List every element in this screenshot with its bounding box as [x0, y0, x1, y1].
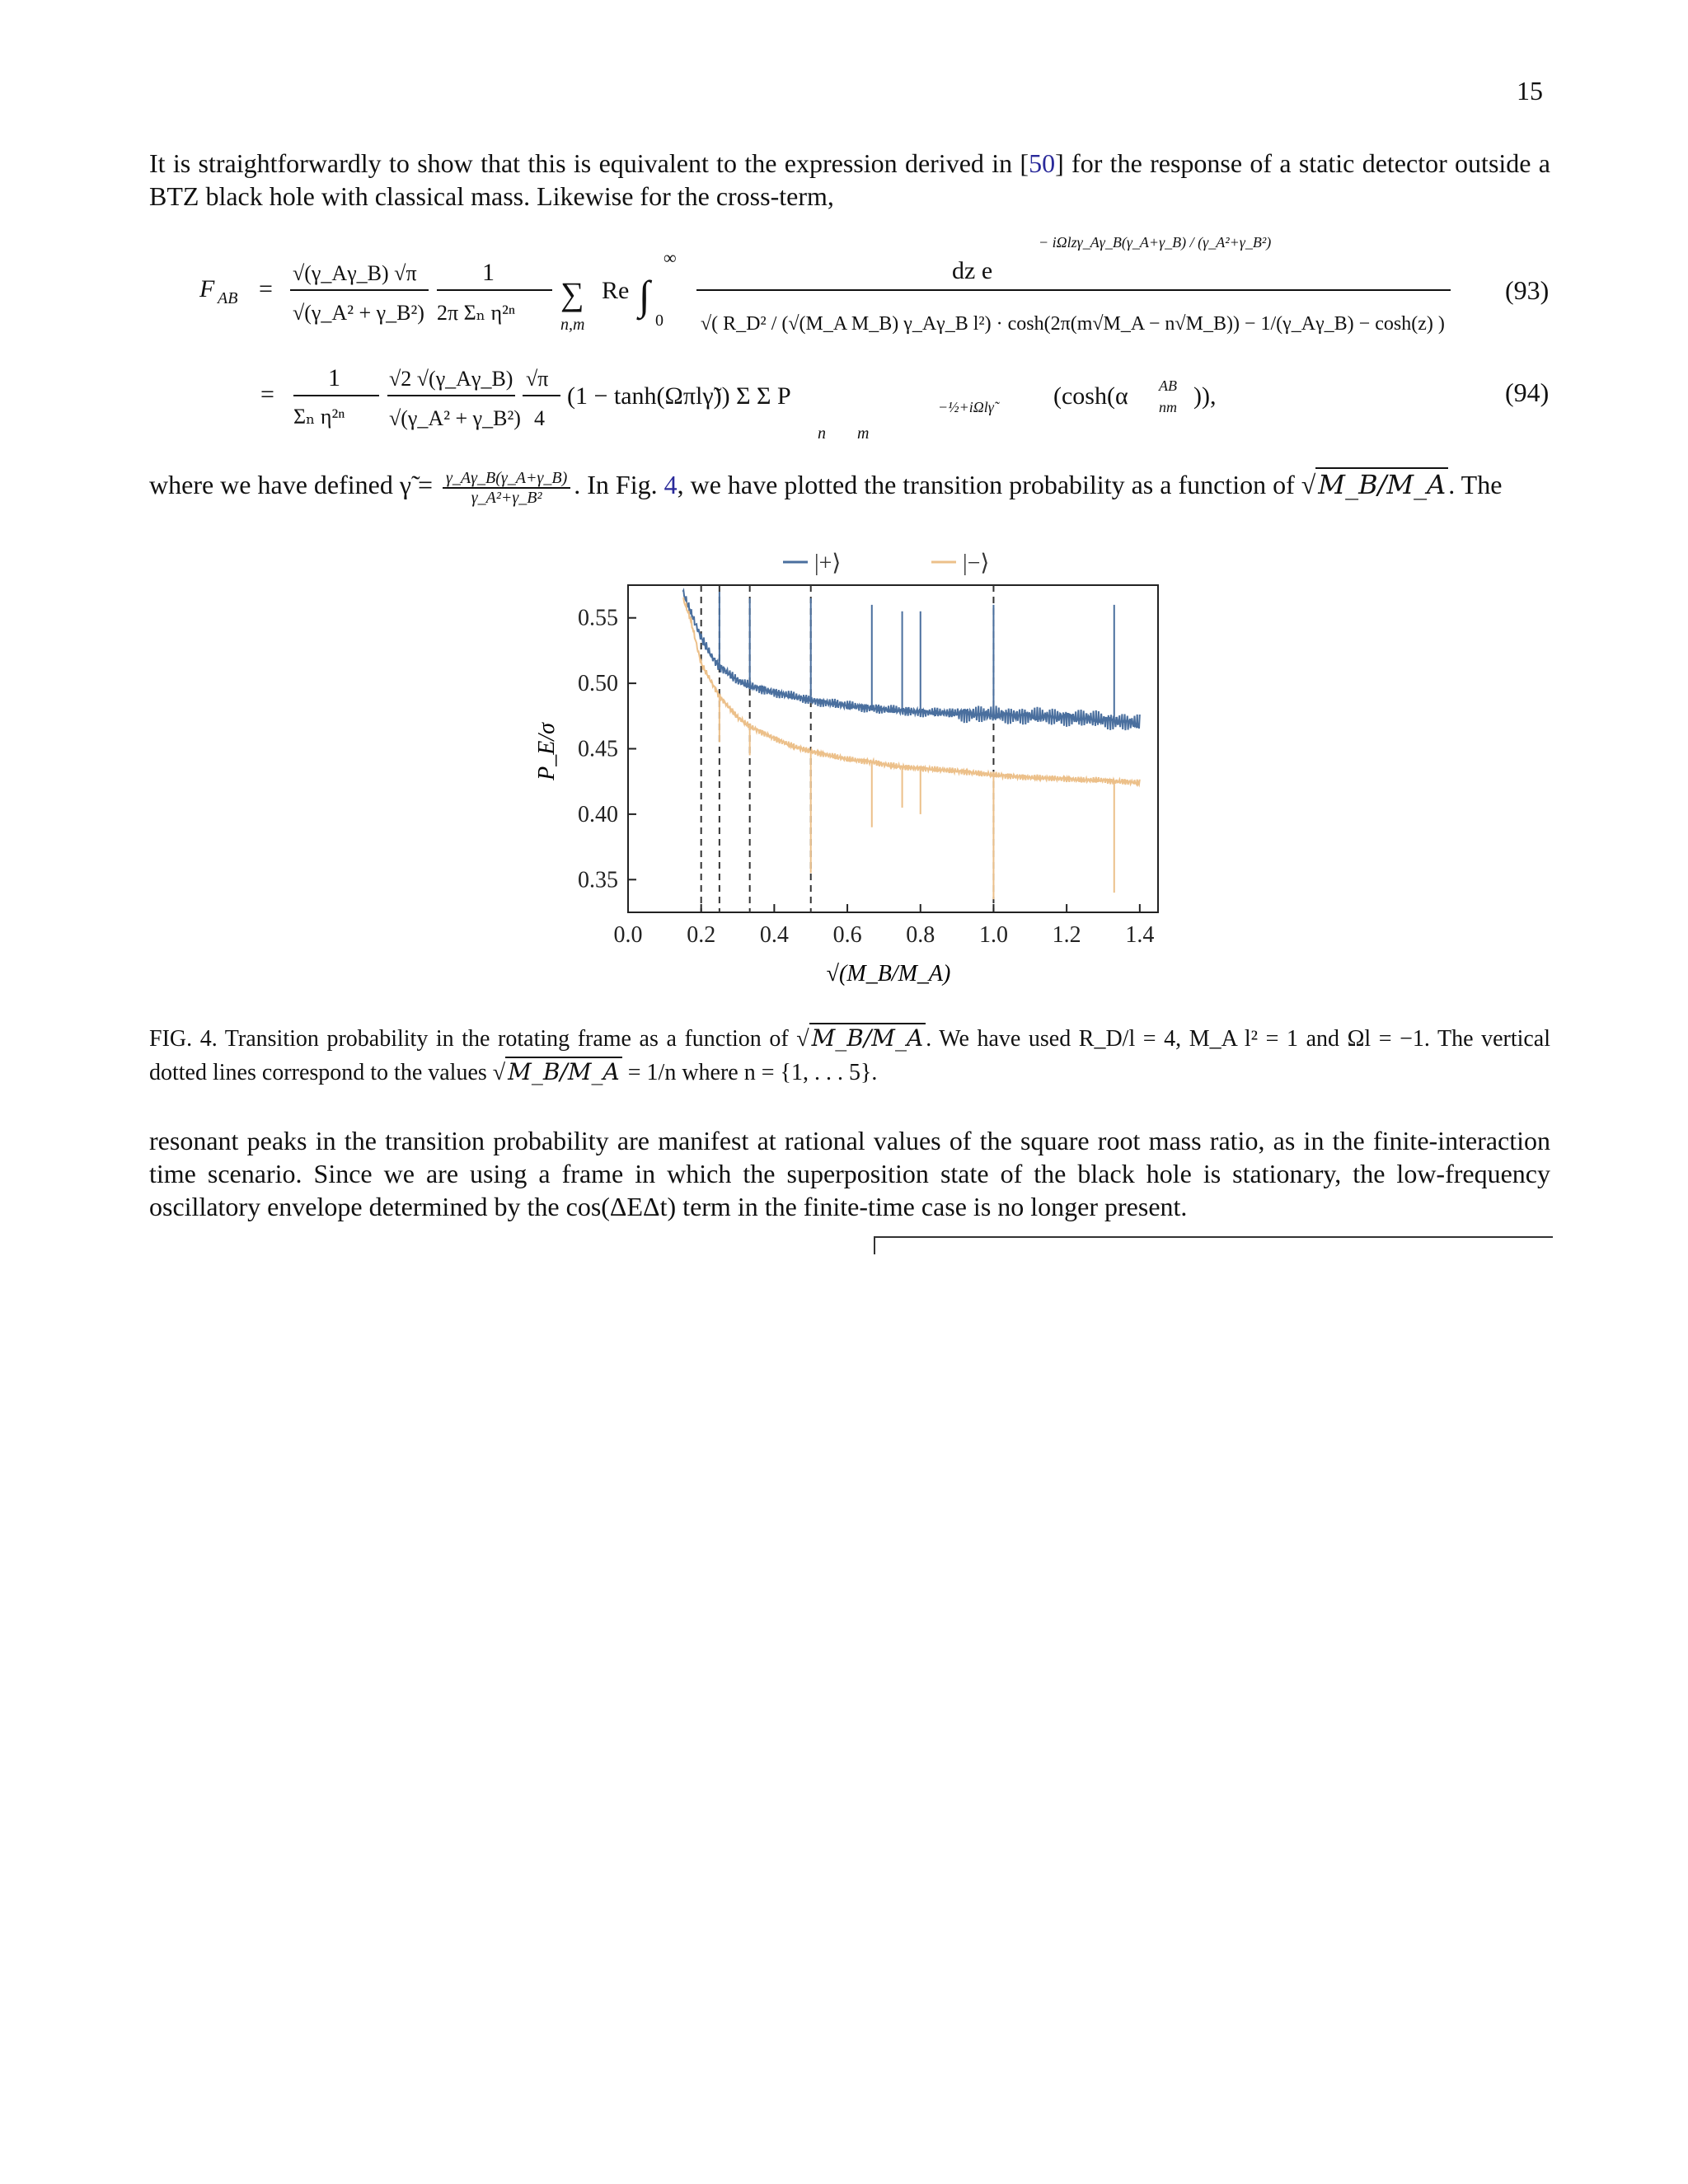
- intro-text-a: It is straightforwardly to show that this is equivalent to the expression derived in [: [149, 148, 1029, 178]
- x-tick-label-5: 1.0: [978, 922, 1008, 948]
- x-tick-label-0: 0.0: [613, 922, 643, 948]
- caption-sqrt-2: √ M_B/M_A: [493, 1056, 622, 1090]
- eq94-alpha-sup: AB: [1159, 377, 1177, 394]
- x-tick-label-4: 0.8: [906, 922, 935, 948]
- eq93-lhs: F: [199, 275, 215, 302]
- eq93-integrand-den: √( R_D² / (√(M_A M_B) γ_Aγ_B l²) · cosh(2π(m√M_A − n√M_B)) − 1/(γ_Aγ_B) − cosh(z) ): [701, 313, 1445, 335]
- y-tick-label-4: 0.55: [578, 605, 618, 631]
- eq93-re: Re: [602, 277, 630, 304]
- eq93-int-lower: 0: [655, 312, 663, 330]
- eq93-integrand-num: dz e: [952, 257, 993, 284]
- eq94-frac3-num: √π: [526, 367, 549, 391]
- plot-frame: [628, 585, 1158, 912]
- equation-94: [247, 356, 1236, 447]
- where-line: [149, 468, 1550, 507]
- gamma-tilde-fraction: [443, 469, 570, 507]
- series-group: [683, 590, 1140, 899]
- eq93-prefactor-num: √(γ_Aγ_B) √π: [293, 261, 417, 285]
- where-text-d: . The: [1448, 470, 1503, 499]
- chart-legend: [783, 551, 989, 576]
- eq94-sub-m: m: [857, 424, 870, 443]
- eq93-sum-sign: ∑: [560, 275, 584, 312]
- gamma-tilde-den: γ_A²+γ_B²: [471, 488, 542, 507]
- y-tick-label-1: 0.40: [578, 801, 618, 827]
- series-line-plus: [683, 590, 1140, 730]
- caption-sqrt-body: M_B/M_A: [809, 1023, 926, 1052]
- eq94-alpha-sub: nm: [1159, 399, 1177, 415]
- eq94-sub-n: n: [818, 424, 826, 443]
- caption-label: FIG. 4.: [149, 1026, 218, 1052]
- eq94-frac1-num: 1: [328, 364, 340, 391]
- x-tick-label-2: 0.4: [759, 922, 789, 948]
- x-ticks: [614, 904, 1155, 948]
- eq94-end: )),: [1193, 382, 1217, 410]
- intro-text-b: ] for the response of a static detector outside a BTZ black hole with classical mass. Likewise for the cross-term,: [149, 148, 1551, 211]
- equation-93: [190, 231, 1475, 354]
- x-tick-label-7: 1.4: [1125, 922, 1155, 948]
- x-tick-label-6: 1.2: [1052, 922, 1081, 948]
- eq93-sum-sub: n,m: [560, 316, 585, 334]
- x-tick-label-1: 0.2: [687, 922, 716, 948]
- where-text-a: where we have defined γ̃ =: [149, 470, 434, 499]
- caption-sqrt-body-2: M_B/M_A: [505, 1057, 622, 1085]
- eq93-prefactor-den: √(γ_A² + γ_B²): [293, 301, 424, 325]
- eq94-frac1-den: Σₙ η²ⁿ: [293, 405, 345, 429]
- sqrt-expr-body: M_B/M_A: [1315, 467, 1448, 500]
- eq94-p-sub: −½+iΩlγ̃: [938, 399, 994, 415]
- eq94-frac3-den: 4: [534, 406, 545, 430]
- legend-label-1: |−⟩: [963, 551, 990, 576]
- y-tick-label-3: 0.50: [578, 671, 618, 697]
- x-axis-label: √(M_B/M_A): [826, 961, 951, 987]
- eq93-integral: ∫: [639, 272, 650, 318]
- eq93-frac-num: 1: [482, 259, 495, 286]
- fig-ref-link[interactable]: 4: [663, 470, 678, 499]
- eq94-frac2-den: √(γ_A² + γ_B²): [389, 406, 521, 430]
- eq93-equals: =: [259, 275, 273, 302]
- eq93-frac-den: 2π Σₙ η²ⁿ: [437, 301, 516, 325]
- y-tick-label-2: 0.45: [578, 736, 618, 762]
- citation-link[interactable]: 50: [1029, 148, 1056, 178]
- eq94-frac2-num: √2 √(γ_Aγ_B): [389, 367, 513, 391]
- figure-4-chart: [511, 536, 1187, 997]
- eq94-tail: (cosh(α: [1053, 382, 1128, 410]
- dashed-lines: [701, 585, 994, 912]
- eq94-body: (1 − tanh(Ωπlγ̃)) Σ Σ P: [567, 382, 791, 410]
- intro-paragraph: [149, 147, 1550, 213]
- caption-text-c: = 1/n where n = {1, . . . 5}.: [627, 1060, 878, 1085]
- eq94-equals: =: [260, 381, 274, 408]
- page-number: 15: [1517, 76, 1543, 105]
- eq93-exponent: − iΩlzγ_Aγ_B(γ_A+γ_B) / (γ_A²+γ_B²): [1039, 234, 1272, 251]
- where-text-b: . In Fig.: [574, 470, 658, 499]
- eq94-number: (94): [1505, 377, 1550, 407]
- eq93-number: (93): [1505, 275, 1550, 305]
- closing-paragraph: resonant peaks in the transition probability are manifest at rational values of the square root mass ratio, as in the finite-interaction time scenario. Since we are using a frame in which the superposition state of the black hole is stationary, the low-frequency oscillatory envelope determined by the cos(ΔEΔt) term in the finite-time case is no longer present.: [149, 1126, 1550, 1221]
- series-line-minus: [683, 598, 1140, 785]
- figure-caption: [149, 1022, 1550, 1090]
- caption-sqrt: √ M_B/M_A: [796, 1022, 926, 1056]
- caption-text-b: . We have used R_D/l = 4, M_A l² = 1 and Ωl = −1. The vertical dotted lines correspond to the values: [149, 1026, 1551, 1085]
- legend-label-0: |+⟩: [814, 551, 842, 576]
- y-axis-label: P_E/σ: [534, 723, 560, 780]
- where-text-c: , we have plotted the transition probability as a function of: [677, 470, 1295, 499]
- bottom-rule: [874, 1236, 1553, 1254]
- gamma-tilde-num: γ_Aγ_B(γ_A+γ_B): [443, 469, 570, 489]
- y-tick-label-0: 0.35: [578, 867, 618, 893]
- caption-text-a: Transition probability in the rotating frame as a function of: [224, 1026, 789, 1052]
- eq93-lhs-sub: AB: [218, 289, 238, 307]
- eq93-int-upper: ∞: [663, 247, 677, 268]
- sqrt-expression: √M_B/M_A: [1301, 468, 1449, 501]
- x-tick-label-3: 0.6: [832, 922, 862, 948]
